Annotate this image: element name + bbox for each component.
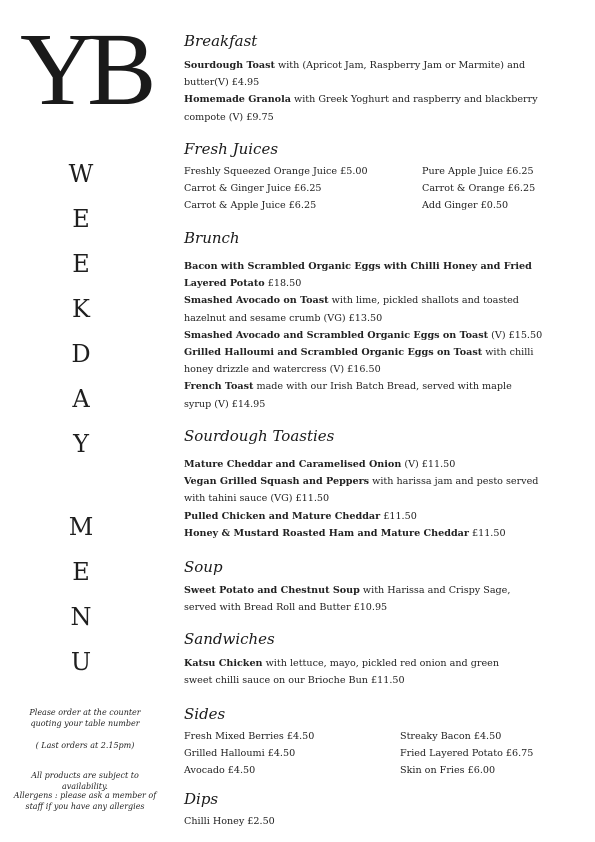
menu-item (184, 473, 584, 490)
item-desc: with lime, pickled shallots and toasted (328, 295, 519, 307)
section-heading: Sandwiches (184, 630, 275, 648)
allergens-note-line: staff if you have any allergies (25, 802, 145, 811)
juice-list (184, 163, 584, 215)
item-desc: with Greek Yoghurt and raspberry and blackberry (290, 94, 538, 106)
allergens-note-line: Allergens : please ask a member of (13, 791, 157, 800)
order-note (8, 707, 162, 729)
section-brunch (184, 228, 584, 413)
section-heading: Breakfast (184, 32, 258, 50)
item-name: Homemade Granola (184, 94, 291, 106)
menu-item-cont: syrup (V) £14.95 (184, 398, 266, 410)
juice-item: Carrot & Orange £6.25 (422, 183, 536, 195)
section-heading: Soup (184, 558, 223, 576)
vertical-word-menu (52, 505, 110, 685)
item-name: Sweet Potato and Chestnut Soup (184, 585, 360, 596)
item-name: Katsu Chicken (184, 658, 263, 669)
availability-note: All products are subject to availability. (31, 771, 139, 791)
section-heading: Brunch (184, 229, 240, 247)
menu-item-cont: compote (V) £9.75 (184, 111, 274, 123)
vertical-letter: M (68, 513, 94, 541)
item-desc: £11.50 (380, 510, 417, 522)
item-desc: made with our Irish Batch Bread, served with maple (253, 381, 512, 393)
item-desc: with chilli (482, 347, 534, 359)
menu-item (184, 655, 584, 672)
juice-item: Pure Apple Juice £6.25 (422, 166, 534, 177)
juice-item: Carrot & Apple Juice £6.25 (184, 200, 317, 212)
vertical-word-weekday (52, 152, 110, 467)
item-name: Pulled Chicken and Mature Cheddar (184, 510, 381, 522)
menu-item (184, 525, 584, 542)
menu-item-cont (184, 275, 584, 292)
dip-item: Chilli Honey £2.50 (184, 816, 275, 827)
sides-list (184, 728, 584, 780)
menu-item (184, 456, 584, 473)
section-breakfast (184, 31, 584, 126)
side-item: Skin on Fries £6.00 (400, 765, 496, 777)
menu-item (184, 344, 584, 361)
item-desc: with Harissa and Crispy Sage, (359, 585, 511, 596)
menu-item (184, 378, 584, 395)
vertical-letter: W (68, 160, 94, 188)
vertical-letter: E (72, 205, 90, 233)
section-dips (184, 789, 584, 830)
vertical-letter: Y (73, 430, 89, 458)
last-orders-note: ( Last orders at 2.15pm) (35, 741, 135, 750)
item-name: Bacon with Scrambled Organic Eggs with Chilli Honey and Fried (184, 261, 532, 272)
side-item: Avocado £4.50 (184, 765, 256, 777)
vertical-letter: D (71, 340, 91, 368)
vertical-letter: A (72, 385, 90, 413)
order-note-line: quoting your table number (30, 719, 140, 728)
section-sides (184, 704, 584, 780)
juice-item: Carrot & Ginger Juice £6.25 (184, 183, 322, 195)
menu-item (184, 292, 584, 309)
menu-item-cont: butter(V) £4.95 (184, 77, 260, 89)
item-name: Vegan Grilled Squash and Peppers (184, 476, 370, 488)
item-name: Mature Cheddar and Caramelised Onion (184, 459, 402, 470)
section-heading: Fresh Juices (184, 140, 279, 158)
menu-item-cont: honey drizzle and watercress (V) £16.50 (184, 364, 381, 376)
item-name: Sourdough Toast (184, 60, 275, 71)
item-name: Smashed Avocado on Toast (184, 295, 329, 307)
item-desc: with harissa jam and pesto served (369, 476, 539, 488)
menu-item (184, 327, 584, 344)
vertical-letter: E (72, 250, 90, 278)
allergens-note (8, 790, 162, 812)
side-item: Fried Layered Potato £6.75 (400, 748, 534, 760)
item-desc: (V) £15.50 (488, 329, 543, 341)
logo: YB (20, 12, 149, 127)
vertical-letter: U (70, 648, 92, 676)
section-sandwiches (184, 629, 584, 689)
item-desc: (V) £11.50 (401, 459, 456, 470)
menu-item-cont: hazelnut and sesame crumb (VG) £13.50 (184, 312, 383, 324)
menu-item-cont: with tahini sauce (VG) £11.50 (184, 493, 330, 505)
side-item: Fresh Mixed Berries £4.50 (184, 731, 315, 742)
menu-item-cont: sweet chilli sauce on our Brioche Bun £11.50 (184, 675, 405, 687)
item-name: Honey & Mustard Roasted Ham and Mature Cheddar (184, 527, 469, 539)
menu-item (184, 508, 584, 525)
menu-item-cont: served with Bread Roll and Butter £10.95 (184, 602, 388, 614)
vertical-letter: E (72, 558, 90, 586)
item-price: £18.50 (264, 278, 302, 290)
side-item: Grilled Halloumi £4.50 (184, 748, 296, 760)
section-soup (184, 557, 584, 616)
juice-item: Freshly Squeezed Orange Juice £5.00 (184, 166, 368, 177)
item-desc: £11.50 (468, 527, 506, 539)
item-name: Smashed Avocado and Scrambled Organic Eggs on Toast (184, 329, 489, 341)
order-note-line: Please order at the counter (29, 708, 141, 717)
section-heading: Sides (184, 705, 226, 723)
item-name: Grilled Halloumi and Scrambled Organic Eggs on Toast (184, 347, 483, 359)
section-heading: Sourdough Toasties (184, 427, 335, 445)
menu-item (184, 57, 584, 74)
item-name: Layered Potato (184, 278, 265, 290)
section-sourdough-toasties (184, 426, 584, 542)
juice-item: Add Ginger £0.50 (422, 200, 509, 212)
menu-item (184, 91, 584, 108)
menu-item (184, 258, 584, 275)
section-heading: Dips (184, 790, 219, 808)
section-fresh-juices (184, 139, 584, 215)
item-name: French Toast (184, 381, 254, 393)
side-item: Streaky Bacon £4.50 (400, 731, 502, 742)
vertical-letter: K (72, 295, 90, 323)
item-desc: with (Apricot Jam, Raspberry Jam or Marmite) and (274, 60, 526, 71)
vertical-letter: N (70, 603, 92, 631)
item-desc: with lettuce, mayo, pickled red onion and green (262, 658, 500, 669)
menu-item (184, 582, 584, 599)
